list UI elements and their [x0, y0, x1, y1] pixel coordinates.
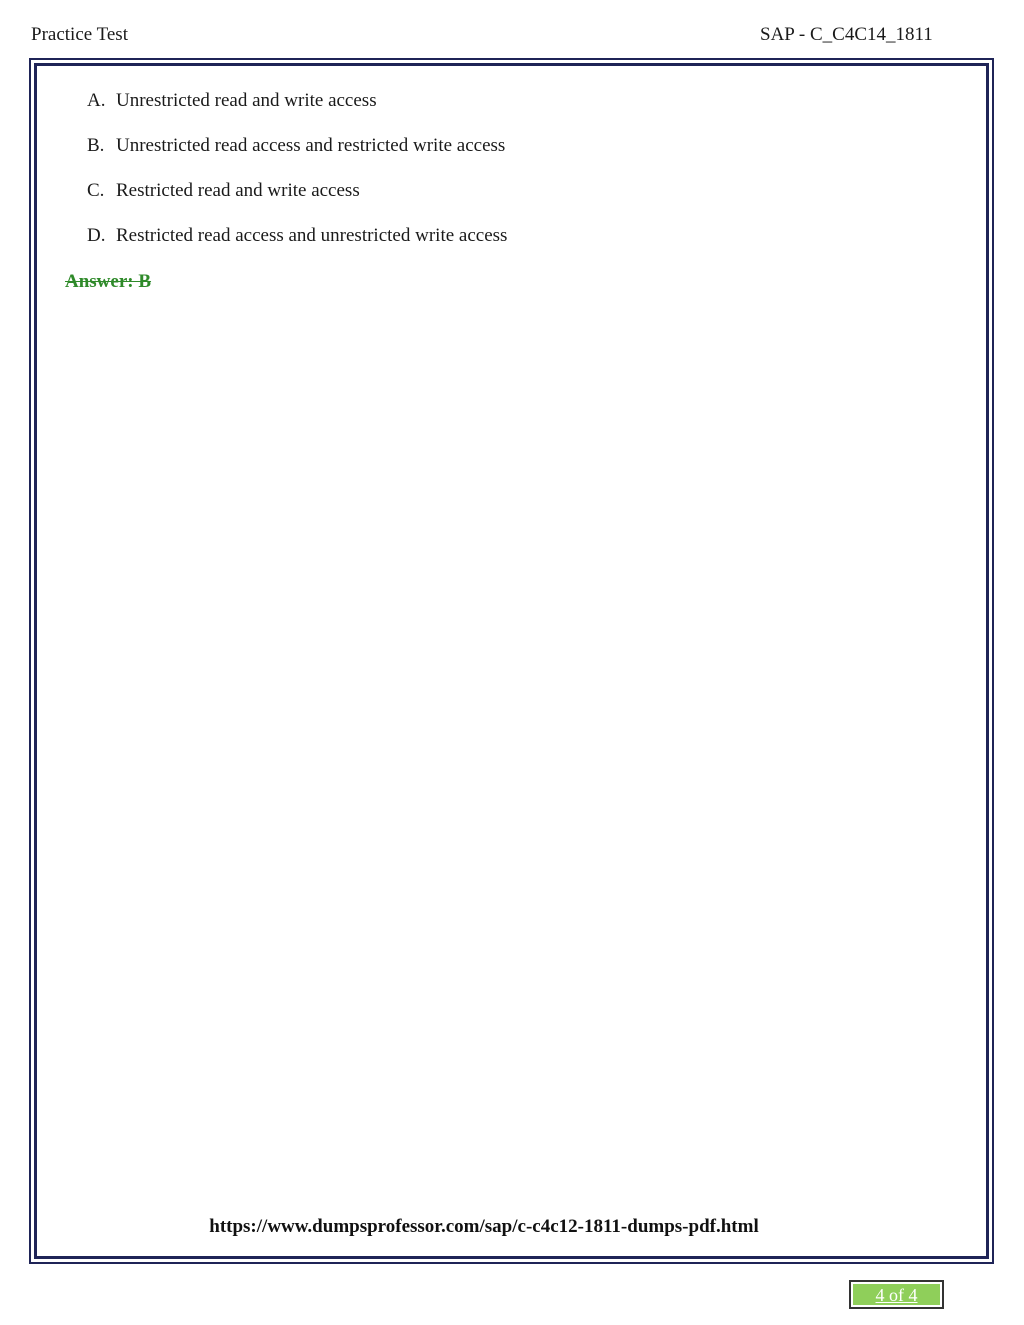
option-text: Unrestricted read access and restricted write access	[116, 135, 506, 156]
option-b	[87, 135, 505, 157]
option-letter: A.	[87, 90, 106, 111]
footer-url-link[interactable]: https://www.dumpsprofessor.com/sap/c-c4c12-1811-dumps-pdf.html	[209, 1216, 759, 1237]
header-exam-code: SAP - C_C4C14_1811	[760, 24, 933, 45]
option-text: Restricted read access and unrestricted write access	[116, 225, 508, 246]
page-number: 4 of 4	[853, 1284, 940, 1305]
option-text: Restricted read and write access	[116, 180, 360, 201]
header-title: Practice Test	[31, 24, 128, 45]
option-letter: B.	[87, 135, 105, 156]
option-c	[87, 180, 360, 202]
option-a	[87, 90, 377, 112]
page-number-badge	[849, 1280, 944, 1309]
option-letter: D.	[87, 225, 106, 246]
option-text: Unrestricted read and write access	[116, 90, 377, 111]
option-letter: C.	[87, 180, 105, 201]
answer-label: Answer: B	[65, 271, 152, 292]
option-d	[87, 225, 507, 247]
